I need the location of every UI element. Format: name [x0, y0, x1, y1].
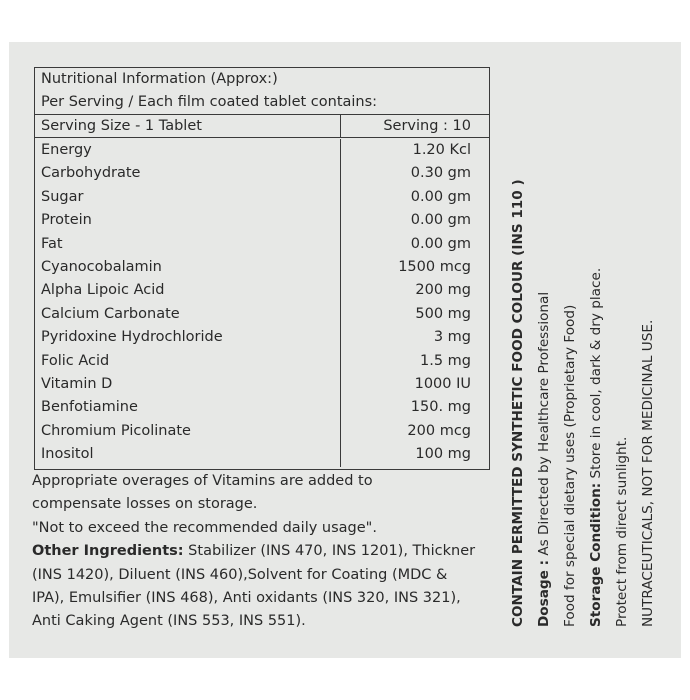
table-row: [35, 350, 489, 373]
nutrient-value: 1000 IU: [414, 376, 471, 393]
nutrient-name: Alpha Lipoic Acid: [35, 279, 341, 302]
storage-text: Store in cool, dark & dry place.: [588, 267, 604, 483]
sunlight-line: Protect from direct sunlight.: [614, 436, 630, 627]
usage-note: "Not to exceed the recommended daily usage".: [32, 519, 377, 536]
dosage-text: As Directed by Healthcare Professional: [536, 291, 552, 560]
table-row: [35, 162, 489, 185]
notes-section: [32, 470, 502, 634]
colour-notice-text: CONTAIN PERMITTED SYNTHETIC FOOD COLOUR (INS 110 ): [510, 179, 526, 627]
nutrient-value: 0.00 gm: [410, 235, 471, 252]
other-ingredients-line2: (INS 1420), Diluent (INS 460),Solvent for Coating (MDC &: [32, 566, 448, 583]
nutrient-name: Fat: [35, 233, 341, 256]
other-ingredients-line4: Anti Caking Agent (INS 553, INS 551).: [32, 613, 306, 630]
table-row: [35, 443, 489, 468]
nutrient-name: Inositol: [35, 443, 341, 466]
colour-notice: [505, 157, 531, 627]
nutrient-name: Energy: [35, 139, 341, 162]
column-serving: Serving : 10: [383, 118, 471, 134]
table-row: [35, 303, 489, 326]
nutrient-name: Benfotiamine: [35, 396, 341, 419]
nutrient-value: 150. mg: [410, 399, 471, 416]
nutrient-name: Vitamin D: [35, 373, 341, 396]
nutraceutical-line: NUTRACEUTICALS, NOT FOR MEDICINAL USE.: [640, 319, 656, 627]
table-heading: [35, 68, 489, 115]
dosage-label: Dosage :: [536, 559, 552, 627]
table-row: [35, 209, 489, 232]
nutrient-value: 1500 mcg: [398, 259, 471, 276]
table-row: [35, 233, 489, 256]
table-body: [35, 138, 489, 469]
nutrient-value: 3 mg: [433, 329, 471, 346]
nutrient-value: 100 mg: [415, 446, 471, 463]
table-row: [35, 326, 489, 349]
nutrient-name: Protein: [35, 209, 341, 232]
special-use-line: Food for special dietary uses (Proprietary Food): [562, 304, 578, 627]
column-serving-size: Serving Size - 1 Tablet: [35, 115, 341, 137]
table-column-header: [35, 115, 489, 138]
other-ingredients-line1: [32, 540, 502, 563]
storage-line: [583, 157, 609, 627]
nutrient-name: Cyanocobalamin: [35, 256, 341, 279]
nutrient-value: 200 mg: [415, 282, 471, 299]
table-row: [35, 420, 489, 443]
table-row: [35, 186, 489, 209]
nutrient-name: Folic Acid: [35, 350, 341, 373]
nutrient-value: 0.30 gm: [410, 165, 471, 182]
nutrient-name: Carbohydrate: [35, 162, 341, 185]
nutrient-value: 200 mcg: [407, 422, 471, 439]
table-heading-subtitle: Per Serving / Each film coated tablet contains:: [41, 94, 378, 110]
nutrient-name: Sugar: [35, 186, 341, 209]
other-ingredients-label: Other Ingredients:: [32, 543, 184, 560]
other-ingredients-line3: IPA), Emulsifier (INS 468), Anti oxidants (INS 320, INS 321),: [32, 590, 461, 607]
nutrient-name: Calcium Carbonate: [35, 303, 341, 326]
table-row: [35, 256, 489, 279]
nutrient-value: 500 mg: [415, 305, 471, 322]
nutrient-value: 1.20 Kcl: [412, 142, 471, 158]
other-ingredients-text1: Stabilizer (INS 470, INS 1201), Thickner: [183, 543, 476, 560]
table-heading-title: Nutritional Information (Approx:): [41, 71, 278, 87]
nutrition-table: [34, 67, 490, 470]
table-row: [35, 396, 489, 419]
side-label-text: [505, 157, 661, 627]
table-row: [35, 279, 489, 302]
table-row: [35, 373, 489, 396]
nutrient-name: Chromium Picolinate: [35, 420, 341, 443]
overages-note-line2: compensate losses on storage.: [32, 496, 258, 513]
nutrient-value: 0.00 gm: [410, 212, 471, 229]
nutrient-value: 0.00 gm: [410, 188, 471, 205]
nutrient-name: Pyridoxine Hydrochloride: [35, 326, 341, 349]
overages-note-line1: Appropriate overages of Vitamins are added to: [32, 473, 373, 489]
table-row: [35, 138, 489, 162]
dosage-line: [531, 157, 557, 627]
nutrient-value: 1.5 mg: [420, 352, 471, 369]
storage-label: Storage Condition:: [588, 482, 604, 627]
